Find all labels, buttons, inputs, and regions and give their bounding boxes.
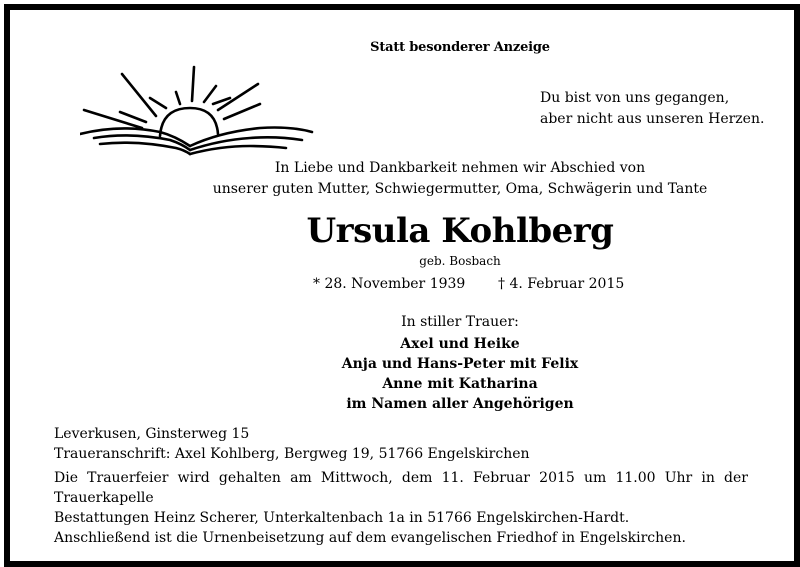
maiden-name: geb. Bosbach (419, 254, 501, 268)
mourner-entry: Anne mit Katharina (382, 376, 538, 392)
mourning-label: In stiller Trauer: (401, 314, 519, 330)
deceased-name: Ursula Kohlberg (306, 211, 614, 251)
farewell-intro (200, 158, 720, 200)
quote-line: Du bist von uns gegangen, (540, 90, 730, 106)
mourning-address: Traueranschrift: Axel Kohlberg, Bergweg 19, 51766 Engelskirchen (54, 446, 530, 462)
intro-line: unserer guten Mutter, Schwiegermutter, Oma, Schwägerin und Tante (212, 181, 708, 197)
quote-line: aber nicht aus unseren Herzen. (540, 111, 765, 127)
birth-date: * 28. November 1939 (313, 276, 466, 292)
ceremony-line: Bestattungen Heinz Scherer, Unterkaltenbach 1a in 51766 Engelskirchen-Hardt. (54, 510, 630, 526)
address-block (54, 424, 530, 464)
residence-address: Leverkusen, Ginsterweg 15 (54, 426, 250, 442)
ceremony-line: Anschließend ist die Urnenbeisetzung auf dem evangelischen Friedhof in Engelskirchen. (54, 530, 686, 546)
memorial-quote (540, 88, 764, 130)
sunrise-icon (80, 64, 320, 159)
notice-heading: Statt besonderer Anzeige (370, 40, 550, 55)
mourner-entry: Axel und Heike (400, 336, 520, 352)
mourners-list (260, 334, 660, 414)
mourner-entry: im Namen aller Angehörigen (346, 396, 574, 412)
ceremony-details (54, 468, 748, 548)
mourner-entry: Anja und Hans-Peter mit Felix (341, 356, 579, 372)
death-date: † 4. Februar 2015 (498, 276, 625, 292)
intro-line: In Liebe und Dankbarkeit nehmen wir Abschied von (274, 160, 646, 176)
ceremony-line: Die Trauerfeier wird gehalten am Mittwoch, dem 11. Februar 2015 um 11.00 Uhr in der Trauerkapelle (54, 470, 748, 506)
